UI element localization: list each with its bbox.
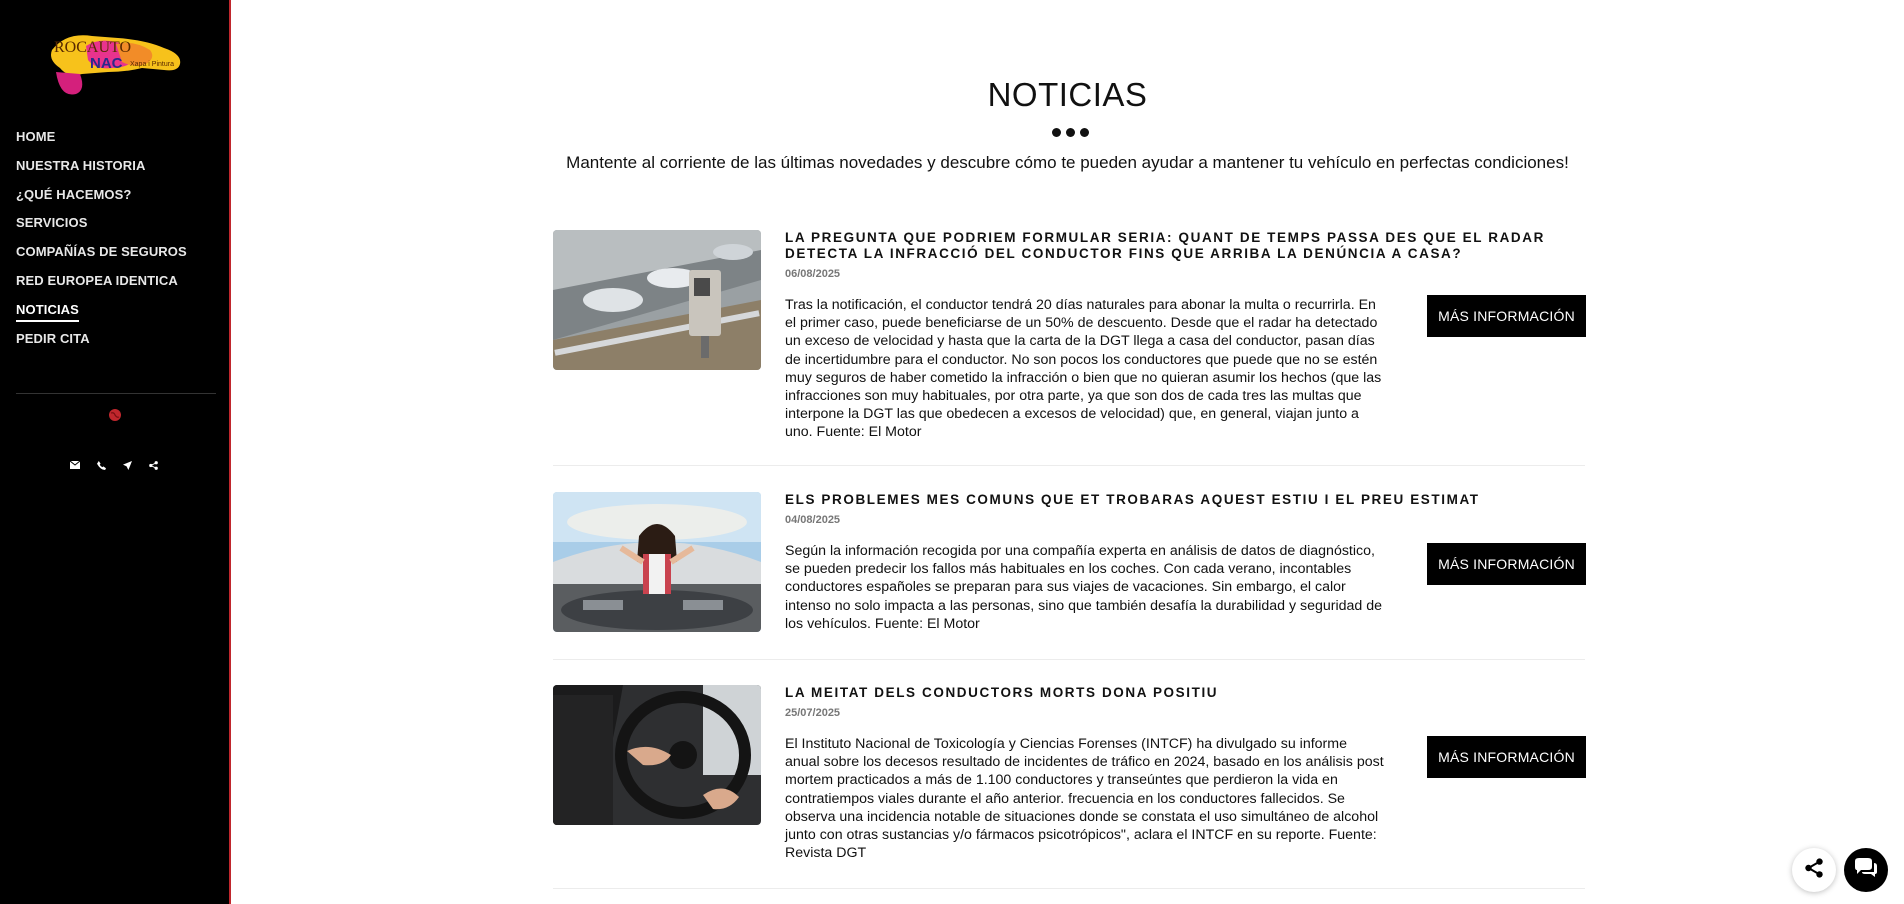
globe-icon[interactable] xyxy=(108,408,122,422)
social-links xyxy=(68,458,160,472)
page-title: NOTICIAS xyxy=(987,76,1148,113)
logo-text: ROCAUTO xyxy=(54,39,132,56)
page-subtitle: Mantente al corriente de las últimas novedades y descubre cómo te pueden ayudar a mantener tu vehículo en perfectas condiciones! xyxy=(566,153,1569,172)
news-divider xyxy=(553,465,1585,466)
news-image-car-breakdown[interactable] xyxy=(553,492,761,632)
nav-item-red-europea[interactable]: RED EUROPEA IDENTICA xyxy=(16,272,178,288)
news-title[interactable]: LA MEITAT DELS CONDUCTORS MORTS DONA POSITIU xyxy=(785,685,1219,700)
news-date: 06/08/2025 xyxy=(785,268,841,280)
more-info-button[interactable]: MÁS INFORMACIÓN xyxy=(1427,736,1586,778)
news-title[interactable]: ELS PROBLEMES MES COMUNS QUE ET TROBARAS AQUEST ESTIU I EL PREU ESTIMAT xyxy=(785,492,1480,507)
news-image-driver[interactable] xyxy=(553,685,761,825)
location-icon[interactable] xyxy=(120,458,134,472)
floating-chat-button[interactable] xyxy=(1844,848,1888,892)
nav-item-nuestra-historia[interactable]: NUESTRA HISTORIA xyxy=(16,157,146,173)
sidebar xyxy=(0,0,231,904)
nav-item-companias-seguros[interactable]: COMPAÑÍAS DE SEGUROS xyxy=(16,244,187,260)
news-image-radar[interactable] xyxy=(553,230,761,370)
share-icon[interactable] xyxy=(146,458,160,472)
news-date: 25/07/2025 xyxy=(785,707,841,719)
more-info-button[interactable]: MÁS INFORMACIÓN xyxy=(1427,295,1586,337)
news-divider xyxy=(553,659,1585,660)
news-excerpt: Tras la notificación, el conductor tendrá 20 días naturales para abonar la multa o recurrirla. En el primer caso, puede beneficiarse de un 50% de descuento. Desde que el radar ha detectado un exceso de velocidad y hasta que la carta de la DGT llega a casa del conductor, pasan días de incertidumbre para el conductor. No son pocos los conductores que puede que no se estén muy seguros de haber cometido la infracción o bien que no quieran asumir los hechos (que las infracciones son muy habituales, por otra parte, ya que son dos de cada tres las multas que interpone la DGT las que obedecen a excesos de velocidad) que, en general, viajan junto a uno. Fuente: El Motor xyxy=(785,297,1382,441)
nav-item-que-hacemos[interactable]: ¿QUÉ HACEMOS? xyxy=(16,186,132,202)
sidebar-divider xyxy=(16,393,216,394)
more-info-button[interactable]: MÁS INFORMACIÓN xyxy=(1427,543,1586,585)
news-title[interactable]: LA PREGUNTA QUE PODRIEM FORMULAR SERIA: QUANT DE TEMPS PASSA DES QUE EL RADAR DETECTA LA INFRACCIÓ DEL CONDUCTOR FINS QUE ARRIBA LA DENÚNCIA A CASA? xyxy=(785,230,1545,261)
logo-sub: NAC xyxy=(90,55,123,72)
brand-logo[interactable] xyxy=(46,28,186,102)
mail-icon[interactable] xyxy=(68,458,82,472)
nav-item-home[interactable]: HOME xyxy=(16,129,56,144)
news-excerpt: Según la información recogida por una compañía experta en análisis de datos de diagnóstico, se pueden predecir los fallos más habituales en los coches. Con cada verano, incontables conductores españoles se preparan para sus viajes de vacaciones. Sin embargo, el calor intenso no solo impacta a las personas, sino que también desafía la durabilidad y seguridad de los vehículos. Fuente: El Motor xyxy=(785,543,1383,632)
logo-tagline: Xapa i Pintura xyxy=(130,61,174,68)
share-icon xyxy=(1803,857,1825,884)
main-nav xyxy=(16,126,187,356)
nav-item-pedir-cita[interactable]: PEDIR CITA xyxy=(16,330,90,346)
news-date: 04/08/2025 xyxy=(785,514,841,526)
phone-icon[interactable] xyxy=(94,458,108,472)
nav-item-servicios[interactable]: SERVICIOS xyxy=(16,215,88,231)
news-divider xyxy=(553,888,1585,889)
floating-share-button[interactable] xyxy=(1792,848,1836,892)
page-header xyxy=(231,76,1904,114)
title-dots-decoration xyxy=(1052,128,1089,137)
nav-item-noticias[interactable]: NOTICIAS xyxy=(16,299,79,322)
chat-icon xyxy=(1853,857,1879,884)
news-excerpt: El Instituto Nacional de Toxicología y Ciencias Forenses (INTCF) ha divulgado su informe anual sobre los decesos resultado de incidentes de tráfico en 2024, basado en los análisis post mortem practicados a más de 1.100 conductores y transeúntes que perdieron la vida en contratiempos viales durante el año anterior. frecuencia en los conductores fallecidos. Se observa una incidencia notable de situaciones donde se constata el uso simultáneo de alcohol junto con otras sustancias y/o fármacos psicotrópicos", aclara el INTCF en su reporte. Fuente: Revista DGT xyxy=(785,736,1384,862)
